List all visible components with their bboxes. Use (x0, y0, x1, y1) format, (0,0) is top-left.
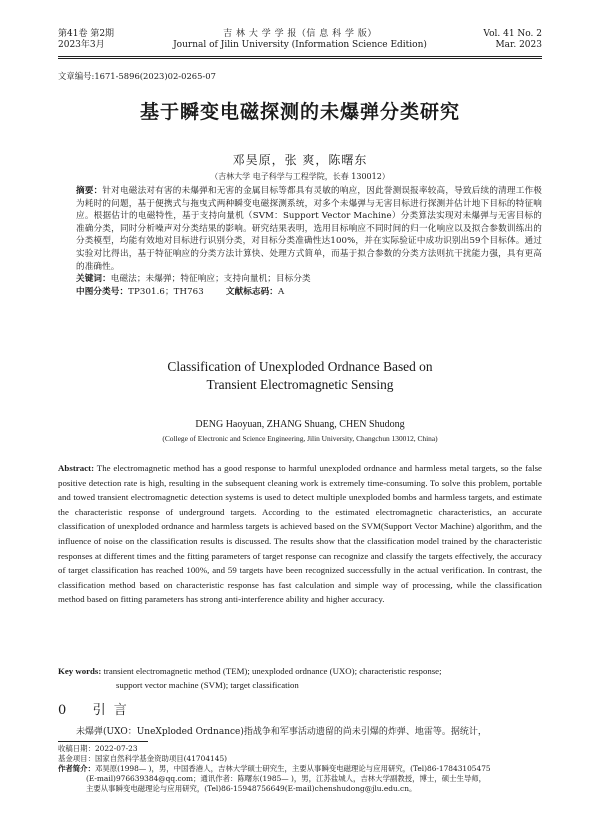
keywords-en (58, 664, 542, 692)
journal-title-cn: 吉 林 大 学 学 报（信 息 科 学 版） (223, 29, 377, 39)
clc-value: TP301.6；TH763 (128, 286, 204, 297)
header-rule (58, 56, 542, 57)
affiliation-en: (College of Electronic and Science Engineering, Jilin University, Changchun 130012, China) (162, 434, 438, 443)
keywords-cn-text: 电磁法；未爆弹；特征响应；支持向量机；目标分类 (110, 274, 311, 285)
volume-issue: 第41卷 第2期 (58, 29, 115, 39)
header-center (160, 29, 440, 51)
abstract-en-label: Abstract: (58, 463, 95, 473)
received-date: 收稿日期：2022-07-23 (58, 744, 138, 753)
abstract-en-text: The electromagnetic method has a good response to harmful unexploded ordnance and harmless metal targets, so the false positive detection rate is high, resulting in the subsequent cleaning work is extremely time-consuming. To solve this problem, portable and towed transient electromagnetic detection systems is used to detect multiple unexploded bombs and harmless targets, and estimate the characteristic response of underground targets. According to the estimated electromagnetic characteristics, an accurate classification of unexploded ordnance and harmless targets is achieved based on the SVM(Support Vector Machine) algorithm, and the influence of noise on the classification results is discussed. The results show that the classification model trained by the characteristic responses at different times and the fitting parameters of target response can recognize and classify the targets effectively, the accuracy of target classification has reached 100%, and 59 targets have been recognized successfully in the actual verification. In contrast, the classification method based on characteristic response has fast calculation and simple way of processing, while the classification method based on fitting parameters has strong anti-interference ability and higher accuracy. (58, 463, 542, 605)
fund-info: 基金项目：国家自然科学基金资助项目(41704145) (58, 754, 228, 763)
keywords-cn-label: 关键词： (76, 274, 111, 285)
publication-date: 2023年3月 (58, 40, 105, 50)
affiliation-cn: （吉林大学 电子科学与工程学院，长春 130012） (210, 172, 390, 181)
abstract-cn-label: 摘要： (76, 186, 103, 196)
section-number: 0 (58, 703, 67, 718)
title-en-line1: Classification of Unexploded Ordnance Based on (167, 359, 433, 374)
title-en (58, 358, 542, 394)
journal-title-en: Journal of Jilin University (Information Science Edition) (173, 40, 427, 50)
keywords-en-line2: support vector machine (SVM); target classification (116, 680, 299, 690)
footnote-rule (58, 741, 148, 742)
abstract-cn (76, 185, 542, 273)
bio-line1: 邓昊原(1998— )，男，中国香港人，吉林大学硕士研究生，主要从事瞬变电磁理论与应用研究，(Tel)86-17843105475 (94, 764, 491, 773)
section-title: 引 言 (92, 703, 129, 718)
volume-number-en: Vol. 41 No. 2 (483, 29, 542, 39)
title-en-line2: Transient Electromagnetic Sensing (206, 377, 394, 392)
date-en: Mar. 2023 (495, 40, 542, 50)
keywords-en-line1: transient electromagnetic method (TEM); unexploded ordnance (UXO); characteristic response; (103, 666, 442, 676)
doc-code-value: A (277, 286, 285, 297)
title-cn: 基于瞬变电磁探测的未爆弹分类研究 (139, 101, 460, 123)
authors-cn: 邓昊原，张 爽，陈曙东 (232, 153, 368, 167)
footnotes (58, 744, 548, 794)
doc-code-label: 文献标志码： (225, 286, 278, 297)
classification-line (76, 286, 542, 299)
keywords-en-label: Key words: (58, 666, 102, 676)
bio-line3: 主要从事瞬变电磁理论与应用研究，(Tel)86-15948756649(E-mail)chenshudong@jlu.edu.cn。 (86, 784, 417, 793)
bio-line2: (E-mail)976639384@qq.com；通讯作者：陈曙东(1985— )，男，江苏盐城人，吉林大学副教授，博士，硕士生导师， (86, 774, 487, 783)
intro-first-line: 未爆弹(UXO：UneXploded Ordnance)指战争和军事活动遗留的尚未引爆的炸弹、地雷等。据统计， (76, 727, 487, 737)
keywords-cn (76, 273, 542, 286)
authors-en: DENG Haoyuan, ZHANG Shuang, CHEN Shudong (195, 419, 405, 430)
header-right (483, 29, 542, 51)
header-rule-thin (58, 58, 542, 59)
article-number: 文章编号:1671-5896(2023)02-0265-07 (58, 71, 216, 81)
abstract-cn-text: 针对电磁法对有害的未爆弹和无害的金属目标等都具有灵敏的响应，因此誉测误报率较高，导致后续的清理工作极为耗时的问题，基于便携式与拖曳式两种瞬变电磁探测系统，对多个未爆弹与无害目标进行探测并估计地下目标的特征响应。根据估计的电磁特性，基于支持向量机（SVM：Support Vector Machine）分类算法实现对未爆弹与无害目标的准确分类，同时分析噪声对分类结果的影响。研究结果表明，选用目标响应不同时间的归一化响应以及拟合参数训练出的分类模型，均能有效地对目标进行识别分类，对目标分类准确性达100%，并在实际验证中成功识别出59个目标体。通过实验对比得出，基于特征响应的分类方法计算快、处理方式简单，而基于拟合参数的分类方法则抗干扰能力强，具有更高的准确性。 (76, 186, 542, 272)
header-left (58, 29, 114, 51)
abstract-en (58, 461, 542, 607)
bio-label: 作者简介： (58, 764, 95, 773)
clc-label: 中图分类号： (76, 286, 129, 297)
abstract-cn-block (76, 185, 542, 298)
section-heading (58, 703, 129, 719)
